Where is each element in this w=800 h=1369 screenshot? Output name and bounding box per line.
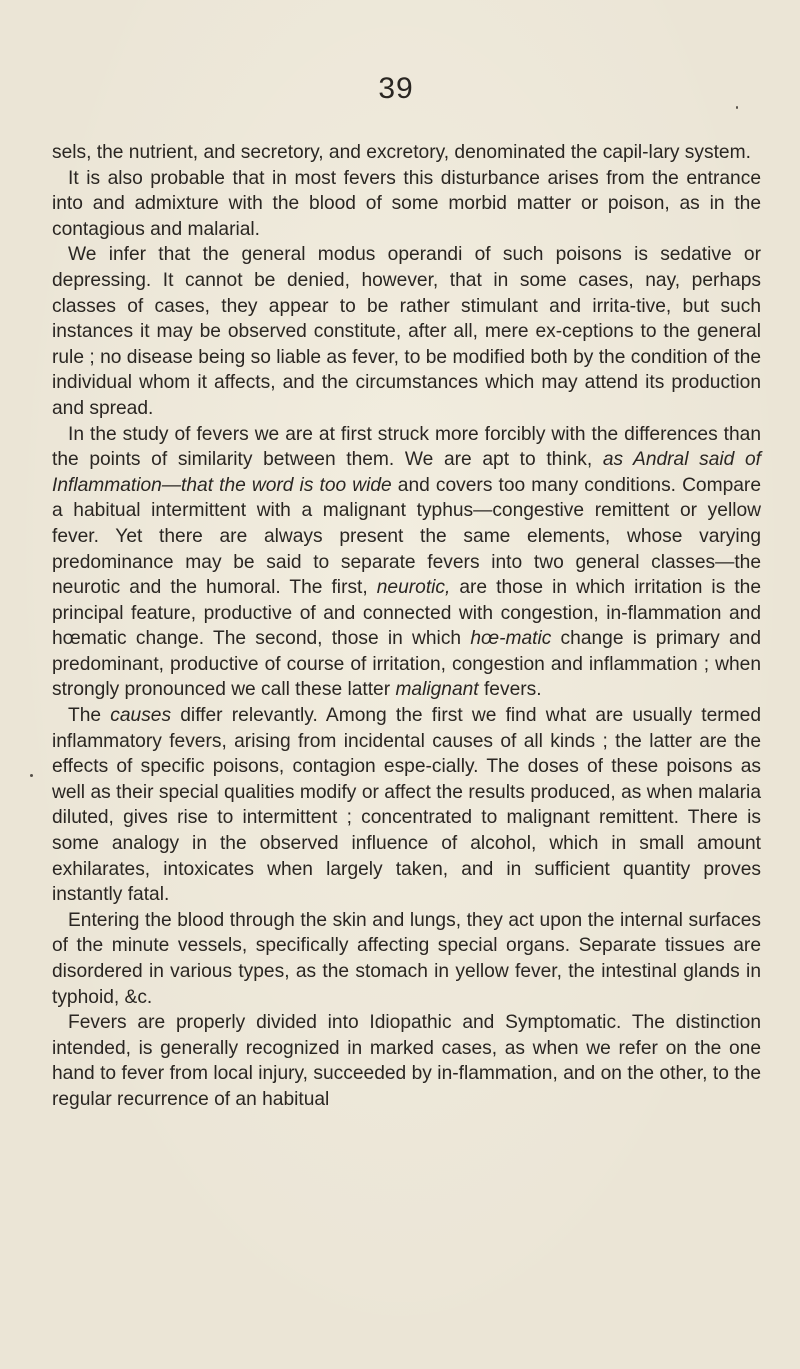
italic-text: as Andral said of Inflammation—that the word is too wide bbox=[52, 449, 761, 496]
text-run: and covers too many conditions. Compare a habitual intermittent with a malignant typhus—congestive remittent or yellow fever. Yet there are always present the same elements, whose varying predominance may be said to separate fevers into two general classes—the neurotic and the humoral. The first, bbox=[52, 474, 761, 599]
text-run: differ relevantly. Among the first we find what are usually termed inflammatory fevers, arising from incidental causes of all kinds ; the latter are the effects of specific poisons, contagion espe-cially. The doses of these poisons as well as their special qualities modify or affect the results produced, as when malaria diluted, gives rise to intermittent ; concentrated to malignant remittent. There is some analogy in the observed influence of alcohol, which in small amount exhilarates, intoxicates when largely taken, and in sufficient quantity proves instantly fatal. bbox=[52, 705, 761, 906]
text-run: sels, the nutrient, and secretory, and excretory, denominated the capil-lary system. bbox=[52, 142, 751, 163]
text-run: We infer that the general modus operandi of such poisons is sedative or depressing. It cannot be denied, however, that in some cases, nay, perhaps classes of cases, they appear to be rather stimulant and irrita-tive, but such instances it may be observed constitute, after all, mere ex-ceptions to the general rule ; no disease being so liable as fever, to be modified both by the condition of the individual whom it affects, and the circumstances which may attend its production and spread. bbox=[52, 244, 761, 419]
paragraph bbox=[52, 140, 761, 166]
italic-text: neurotic, bbox=[376, 577, 451, 599]
paragraph bbox=[52, 166, 761, 243]
text-run: change is primary and predominant, productive of course of irritation, congestion and inflammation ; when strongly pronounced we call these latter bbox=[52, 628, 761, 701]
text-run: In the study of fevers we are at first struck more forcibly with the differences than the points of similarity between them. We are apt to think, bbox=[52, 423, 761, 471]
text-run: are those in which irritation is the principal feature, productive of and connected with congestion, in-flammation and hœmatic change. The second, those in which bbox=[52, 577, 761, 650]
paragraph bbox=[52, 908, 761, 1010]
paragraph bbox=[52, 703, 761, 908]
text-run: fevers. bbox=[478, 679, 542, 701]
paper-speck bbox=[30, 774, 33, 777]
paragraph bbox=[52, 422, 761, 704]
italic-text: causes bbox=[110, 705, 172, 727]
paragraph bbox=[52, 1010, 761, 1112]
body-text bbox=[52, 140, 761, 1113]
paper-speck bbox=[736, 106, 738, 109]
page-number: 39 bbox=[378, 72, 414, 105]
italic-text: hœ-matic bbox=[470, 628, 552, 650]
text-run: It is also probable that in most fevers this disturbance arises from the entrance into and admixture with the blood of some morbid matter or poison, as in the contagious and malarial. bbox=[52, 167, 761, 240]
italic-text: malignant bbox=[395, 679, 479, 701]
text-run: Entering the blood through the skin and lungs, they act upon the internal surfaces of the minute vessels, specifically affecting special organs. Separate tissues are disordered in various types, as the stomach in yellow fever, the intestinal glands in typhoid, &c. bbox=[52, 909, 761, 1008]
paragraph bbox=[52, 242, 761, 421]
text-run: Fevers are properly divided into Idiopathic and Symptomatic. The distinction intended, is generally recognized in marked cases, as when we refer on the one hand to fever from local injury, succeeded by in-flammation, and on the other, to the regular recurrence of an habitual bbox=[52, 1012, 761, 1110]
text-run: The bbox=[68, 705, 111, 727]
